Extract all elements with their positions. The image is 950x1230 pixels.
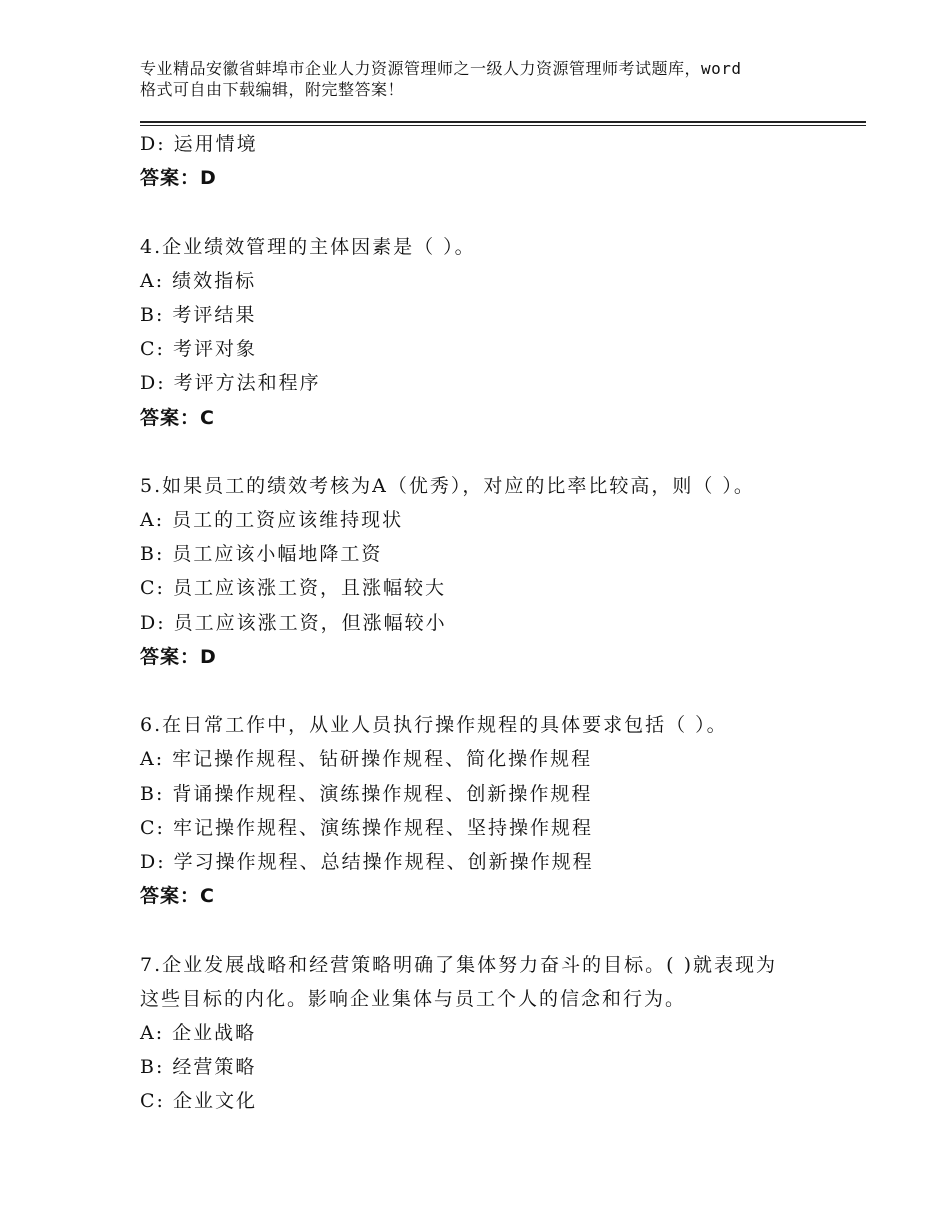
option-c: C: 牢记操作规程、演练操作规程、坚持操作规程 [140,816,593,839]
question-7 [140,948,866,1119]
option-b: B: 背诵操作规程、演练操作规程、创新操作规程 [140,782,593,805]
question-stem-line-2: 这些目标的内化。影响企业集体与员工个人的信念和行为。 [140,987,687,1010]
option-a: A: 企业战略 [140,1021,257,1044]
option-c: C: 员工应该涨工资，且涨幅较大 [140,577,446,600]
answer-label: 答案：C [140,406,215,429]
answer-label: 答案：D [140,645,217,668]
question-stem: 6.在日常工作中，从业人员执行操作规程的具体要求包括（ ）。 [140,714,728,737]
question-list [140,127,866,1118]
option-b: B: 考评结果 [140,303,257,326]
option-d: D: 员工应该涨工资，但涨幅较小 [140,611,447,634]
option-a: A: 绩效指标 [140,269,257,292]
option-a: A: 员工的工资应该维持现状 [140,509,404,532]
question-5 [140,469,866,674]
question-stem: 4.企业绩效管理的主体因素是（ ）。 [140,235,476,258]
option-a: A: 牢记操作规程、钻研操作规程、简化操作规程 [140,748,593,771]
question-stem: 5.如果员工的绩效考核为A（优秀），对应的比率比较高，则（ ）。 [140,474,755,497]
spacer [140,674,866,708]
option-c: C: 考评对象 [140,338,257,361]
header-divider-thick [140,121,866,123]
question-4 [140,230,866,435]
question-3-tail [140,127,866,195]
option-b: B: 经营策略 [140,1056,257,1079]
option-c: C: 企业文化 [140,1090,257,1113]
option-b: B: 员工应该小幅地降工资 [140,543,383,566]
question-stem-line-1: 7.企业发展战略和经营策略明确了集体努力奋斗的目标。( )就表现为 [140,953,777,976]
header-line-1: 专业精品安徽省蚌埠市企业人力资源管理师之一级人力资源管理师考试题库，word [140,59,742,78]
question-6 [140,708,866,913]
answer-label: 答案：C [140,885,215,908]
spacer [140,913,866,947]
header-line-2: 格式可自由下载编辑，附完整答案！ [140,80,405,99]
option-d: D: 考评方法和程序 [140,372,321,395]
document-header [140,58,830,100]
spacer [140,435,866,469]
answer-label: 答案：D [140,167,217,190]
header-divider-thin [140,125,866,126]
spacer [140,195,866,229]
option-d: D: 运用情境 [140,133,258,155]
option-d: D: 学习操作规程、总结操作规程、创新操作规程 [140,850,594,873]
